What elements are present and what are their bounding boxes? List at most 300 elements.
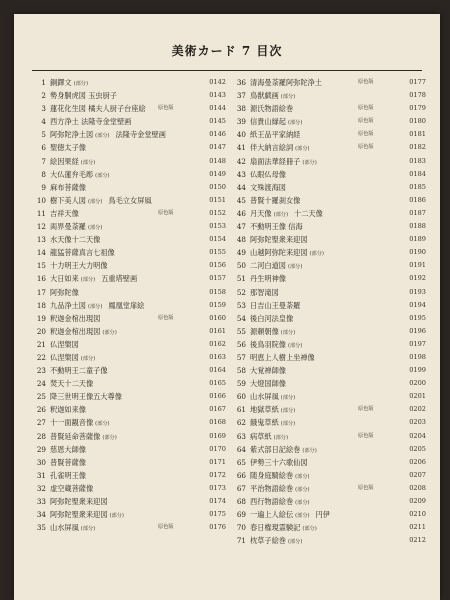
entry-title-text: 焚天十二天像: [50, 379, 94, 389]
entry-title: [250, 181, 286, 194]
entry-code: 0185: [409, 182, 426, 191]
entry-code: 0201: [409, 392, 426, 401]
entry-title-text: 大日如来: [50, 274, 79, 284]
entry-row: [228, 102, 426, 115]
entry-title: [50, 338, 79, 351]
entry-row: [28, 469, 226, 482]
entry-title: [250, 128, 300, 141]
entry-partial-tag: (部分): [273, 211, 289, 218]
entry-title-text: 阿弥陀聖衆来迎図: [50, 497, 108, 506]
entry-number: 66: [236, 470, 246, 480]
entry-code: 0144: [209, 104, 226, 113]
entry-row: [28, 508, 226, 521]
entry-title-text: 阿弥陀聖衆来迎図: [50, 510, 108, 520]
entry-title: [50, 443, 86, 456]
entry-code: 0158: [209, 287, 226, 296]
entry-code: 0191: [409, 261, 426, 270]
entry-title-text: 山水屏風: [250, 392, 279, 402]
entry-row: [28, 377, 226, 390]
entry-title-text: 源頼朝像: [250, 326, 279, 336]
entry-row: [28, 181, 226, 194]
entry-row: [28, 102, 226, 115]
entry-subtitle: 十二天像: [294, 208, 323, 218]
entry-title: [250, 351, 315, 364]
entry-number: 58: [236, 366, 246, 376]
entry-number: 44: [236, 182, 246, 192]
entry-subtitle: 五重塔壁画: [101, 274, 138, 284]
entry-title: [250, 76, 322, 89]
entry-title-text: 阿弥陀像: [50, 287, 79, 297]
entry-row: [28, 482, 226, 495]
entry-number: 11: [36, 208, 46, 218]
entry-title: [50, 233, 100, 246]
entry-code: 0142: [209, 78, 226, 86]
entry-code: 0184: [409, 169, 426, 178]
entry-title-text: 釈迦如来像: [50, 405, 86, 415]
entry-partial-tag: (部分): [95, 421, 110, 428]
entry-row: [228, 416, 426, 429]
entry-number: 64: [236, 444, 246, 454]
entry-title: [50, 286, 79, 299]
entry-title-text: 大覚禅師像: [250, 366, 286, 376]
entry-color-plate: 原色版: [358, 118, 374, 125]
entry-code: 0161: [209, 326, 226, 335]
entry-row: [28, 207, 226, 220]
entry-row: [28, 351, 226, 364]
entry-row: [28, 155, 226, 168]
entry-row: [28, 495, 226, 508]
entry-row: [228, 233, 426, 246]
entry-row: [228, 299, 426, 312]
entry-title-text: 九品浄土図: [50, 300, 86, 310]
entry-code: 0203: [409, 418, 426, 427]
entry-number: 14: [36, 248, 46, 258]
entry-code: 0205: [409, 444, 426, 453]
entry-title-text: 地獄草紙: [250, 405, 279, 415]
entry-row: [228, 325, 426, 338]
entry-title-text: 吉祥天像: [50, 208, 79, 218]
entry-title-text: 阿弥陀聖衆来迎図: [250, 235, 308, 245]
entry-number: 6: [41, 143, 46, 153]
entry-code: 0169: [209, 431, 226, 440]
entry-title: [250, 377, 286, 390]
entry-color-plate: 原色版: [358, 131, 374, 138]
entry-number: 19: [36, 313, 46, 323]
entry-row: [28, 456, 226, 469]
entry-number: 40: [236, 130, 246, 140]
entry-partial-tag: (部分): [73, 81, 89, 87]
entry-code: 0199: [409, 366, 426, 375]
entry-number: 23: [36, 366, 46, 376]
entry-row: [228, 456, 426, 469]
entry-code: 0179: [409, 104, 426, 113]
entry-row: [28, 403, 226, 416]
entry-title-text: 絵因果経: [50, 156, 79, 166]
entry-number: 49: [236, 248, 246, 258]
entry-number: 63: [236, 431, 246, 441]
entry-number: 53: [236, 300, 246, 310]
entry-title-text: 大燈国師像: [250, 379, 286, 389]
entry-partial-tag: (部分): [95, 172, 110, 179]
entry-code: 0166: [209, 392, 226, 401]
entry-title: [50, 469, 86, 482]
entry-code: 0197: [409, 339, 426, 348]
entry-partial-tag: (部分): [287, 264, 303, 271]
entry-row: [28, 390, 226, 403]
entry-title-text: 信貴山縁起: [250, 117, 286, 127]
entry-color-plate: 原色版: [158, 105, 174, 112]
entry-code: 0188: [409, 222, 426, 231]
entry-number: 47: [236, 222, 246, 232]
entry-title: [250, 534, 302, 549]
entry-code: 0151: [209, 195, 226, 204]
entry-code: 0192: [409, 274, 426, 283]
entry-number: 68: [236, 497, 246, 506]
entry-title: [250, 286, 279, 299]
entry-number: 46: [236, 208, 246, 218]
entry-row: [228, 272, 426, 285]
entry-title: [50, 115, 131, 128]
entry-number: 25: [36, 392, 46, 402]
entry-title-text: 伊勢三十六歌仙図: [250, 457, 308, 467]
entry-code: 0156: [209, 261, 226, 270]
entry-title-text: 大仏蓮弁毛彫: [50, 169, 94, 179]
entry-title-text: 慈恩大師像: [50, 444, 86, 454]
entry-code: 0207: [409, 470, 426, 479]
entry-row: [28, 128, 226, 141]
entry-row: [228, 351, 426, 364]
entry-title-text: 伴大納言絵詞: [250, 143, 294, 153]
entry-code: 0194: [409, 300, 426, 309]
entry-title-text: 仏眼仏母像: [250, 169, 286, 179]
entry-row: [228, 168, 426, 181]
entry-color-plate: 原色版: [358, 105, 374, 112]
entry-number: 32: [36, 483, 46, 493]
entry-number: 10: [36, 195, 46, 205]
entry-title: [50, 482, 93, 495]
entry-number: 35: [36, 523, 46, 533]
entry-title-text: 普賢十羅刹女像: [250, 195, 301, 205]
entry-title-text: 春日権現霊験記: [250, 523, 301, 533]
entry-number: 39: [236, 117, 246, 127]
entry-number: 1: [41, 78, 46, 87]
entry-row: [28, 220, 226, 233]
entry-partial-tag: (部分): [80, 159, 96, 166]
entry-row: [228, 207, 426, 220]
entry-code: 0171: [209, 457, 226, 466]
entry-title-text: 平治物語絵巻: [250, 483, 294, 493]
entry-title-text: 銅鐸文: [50, 78, 72, 87]
entry-partial-tag: (部分): [295, 500, 310, 506]
entry-partial-tag: (部分): [295, 486, 310, 493]
entry-code: 0204: [409, 431, 426, 440]
entry-number: 59: [236, 379, 246, 389]
entry-number: 21: [36, 339, 46, 349]
entry-subtitle: 円伊: [315, 510, 330, 520]
entry-code: 0175: [209, 510, 226, 519]
entry-number: 34: [36, 510, 46, 520]
entry-code: 0153: [209, 222, 226, 231]
entry-partial-tag: (部分): [80, 355, 96, 362]
entry-number: 38: [236, 104, 246, 114]
entry-row: [28, 272, 226, 285]
entry-code: 0152: [209, 208, 226, 217]
entry-code: 0162: [209, 339, 226, 348]
entry-number: 5: [41, 130, 46, 140]
entry-code: 0167: [209, 405, 226, 414]
entry-number: 28: [36, 431, 46, 441]
entry-number: 3: [41, 104, 46, 114]
entry-row: [228, 76, 426, 89]
entry-title-text: 日吉山王曼荼羅: [250, 300, 301, 310]
entry-title-text: 孔雀明王像: [50, 470, 86, 480]
entry-title-text: 聖徳太子像: [50, 143, 86, 153]
entry-code: 0172: [209, 470, 226, 479]
entry-number: 8: [41, 169, 46, 179]
entry-code: 0193: [409, 287, 426, 296]
entry-code: 0155: [209, 248, 226, 257]
entry-title: [50, 102, 146, 115]
entry-title: [50, 495, 108, 508]
entry-row: [28, 286, 226, 299]
entry-number: 24: [36, 379, 46, 389]
entry-row: [28, 168, 226, 181]
entry-code: 0195: [409, 313, 426, 322]
entry-title: [50, 364, 108, 377]
entry-row: [228, 128, 426, 141]
entry-partial-tag: (部分): [280, 395, 296, 402]
entry-number: 36: [236, 78, 246, 87]
entry-title-text: 鳥獣戯画: [250, 91, 279, 101]
entry-partial-tag: (部分): [280, 408, 296, 415]
entry-number: 27: [36, 418, 46, 428]
entry-partial-tag: (部分): [102, 434, 117, 441]
title-rule: [32, 70, 422, 71]
entry-number: 37: [236, 91, 246, 101]
entry-partial-tag: (部分): [95, 133, 110, 140]
entry-row: [228, 534, 426, 547]
entry-title-text: 月天像: [250, 208, 272, 218]
entry-title: [50, 207, 79, 220]
entry-row: [228, 312, 426, 325]
entry-row: [228, 377, 426, 390]
entry-code: 0147: [209, 143, 226, 152]
entry-row: [228, 338, 426, 351]
entry-number: 33: [36, 497, 46, 506]
entry-title: [250, 233, 308, 246]
entry-code: 0165: [209, 379, 226, 388]
entry-title-text: 病草紙: [250, 431, 272, 441]
entry-title: [50, 312, 100, 325]
entry-number: 15: [36, 261, 46, 271]
entry-title: [250, 272, 286, 285]
entry-title-text: 仏涅槃図: [50, 339, 79, 349]
entry-color-plate: 原色版: [358, 79, 374, 85]
entry-code: 0145: [209, 117, 226, 126]
entry-row: [228, 286, 426, 299]
entry-row: [28, 430, 226, 443]
entry-partial-tag: (部分): [287, 120, 303, 127]
entry-title-text: 降三世明王像五大尊像: [50, 392, 122, 402]
entry-code: 0198: [409, 352, 426, 361]
entry-number: 17: [36, 287, 46, 297]
entry-title: [50, 390, 122, 403]
entry-code: 0202: [409, 405, 426, 414]
entry-number: 42: [236, 156, 246, 166]
entry-row: [228, 246, 426, 259]
entry-title-text: 扇面法華経冊子: [250, 156, 301, 166]
entry-title-text: 後白河法皇像: [250, 313, 294, 323]
entry-title-text: 二河白道図: [250, 261, 286, 271]
entry-row: [228, 390, 426, 403]
entry-code: 0210: [409, 510, 426, 519]
entry-title-text: 樹下美人図: [50, 195, 86, 205]
entry-partial-tag: (部分): [287, 539, 303, 546]
entry-code: 0173: [209, 483, 226, 492]
entry-partial-tag: (部分): [302, 447, 317, 454]
entry-partial-tag: (部分): [87, 225, 103, 232]
entry-row: [28, 312, 226, 325]
entry-row: [28, 233, 226, 246]
entry-title: [50, 141, 86, 154]
entry-column-right: [228, 76, 426, 547]
entry-color-plate: 原色版: [158, 314, 174, 321]
entry-title-text: 一遍上人絵伝: [250, 510, 294, 520]
entry-row: [28, 521, 226, 534]
entry-title-text: 不動明王像 信海: [250, 222, 303, 232]
entry-title-text: 虚空蔵菩薩像: [50, 483, 94, 493]
entry-partial-tag: (部分): [87, 303, 103, 310]
entry-code: 0159: [209, 300, 226, 309]
entry-title: [250, 364, 286, 377]
entry-color-plate: 原色版: [358, 432, 374, 439]
entry-row: [228, 259, 426, 272]
entry-title: [50, 403, 86, 416]
entry-row: [228, 469, 426, 482]
entry-title-text: 十力明王大力明像: [50, 261, 108, 271]
entry-title-text: 龍猛菩薩真言七祖像: [50, 248, 115, 258]
entry-code: 0143: [209, 91, 226, 100]
entry-code: 0150: [209, 182, 226, 191]
entry-title: [250, 312, 293, 325]
entry-row: [228, 403, 426, 416]
entry-number: 57: [236, 352, 246, 362]
entry-code: 0196: [409, 326, 426, 335]
entry-title: [50, 246, 115, 259]
entry-subtitle: 鳳凰堂扉絵: [108, 300, 145, 310]
entry-color-plate: 原色版: [358, 406, 374, 413]
entry-number: 67: [236, 483, 246, 493]
entry-code: 0177: [409, 78, 426, 86]
entry-code: 0163: [209, 352, 226, 361]
entry-code: 0160: [209, 313, 226, 322]
entry-color-plate: 原色版: [158, 209, 174, 216]
entry-row: [228, 194, 426, 207]
entry-code: 0149: [209, 169, 226, 178]
entry-row: [228, 508, 426, 521]
entry-subtitle: 鳥毛立女屏風: [108, 195, 152, 205]
entry-row: [228, 482, 426, 495]
entry-color-plate: 原色版: [358, 144, 374, 151]
entry-row: [28, 416, 226, 429]
entry-number: 71: [236, 536, 246, 546]
entry-row: [28, 194, 226, 207]
entry-title-text: 山水屏風: [50, 523, 79, 533]
entry-number: 50: [236, 261, 246, 271]
entry-row: [228, 364, 426, 377]
entry-number: 54: [236, 313, 246, 323]
entry-code: 0174: [209, 497, 226, 505]
entry-number: 20: [36, 326, 46, 336]
entry-number: 55: [236, 326, 246, 336]
entry-row: [228, 141, 426, 154]
entry-partial-tag: (部分): [295, 473, 310, 480]
entry-number: 41: [236, 143, 246, 153]
entry-number: 45: [236, 195, 246, 205]
entry-title: [50, 521, 95, 536]
entry-title-text: 蓮花化生図 橘夫人厨子台座絵: [50, 104, 146, 114]
entry-title-text: 十一面観音像: [50, 418, 94, 428]
entry-partial-tag: (部分): [302, 526, 317, 533]
entry-color-plate: 原色版: [358, 484, 374, 491]
entry-row: [28, 338, 226, 351]
entry-code: 0168: [209, 418, 226, 427]
entry-row: [28, 259, 226, 272]
entry-title-text: 釈迦金棺出現図: [50, 326, 101, 336]
entry-code: 0148: [209, 156, 226, 165]
entry-code: 0170: [209, 444, 226, 453]
entry-code: 0157: [209, 274, 226, 283]
entry-partial-tag: (部分): [280, 421, 296, 428]
entry-partial-tag: (部分): [102, 329, 117, 336]
entry-code: 0208: [409, 483, 426, 492]
entry-title-text: 仏涅槃図: [50, 352, 79, 362]
entry-row: [28, 299, 226, 312]
entry-title-text: 随身庭騎絵巻: [250, 470, 294, 480]
entry-title: [50, 89, 117, 102]
entry-code: 0187: [409, 208, 426, 217]
entry-row: [228, 495, 426, 508]
entry-number: 30: [36, 457, 46, 467]
entry-partial-tag: (部分): [87, 198, 103, 205]
entry-row: [228, 181, 426, 194]
entry-row: [28, 364, 226, 377]
entry-number: 9: [41, 182, 46, 192]
entry-title-text: 水天像十二天像: [50, 235, 101, 245]
entry-code: 0164: [209, 366, 226, 375]
entry-title-text: 山越阿弥陀来迎図: [250, 248, 308, 258]
entry-title-text: 普賢菩薩像: [50, 457, 86, 467]
entry-number: 18: [36, 300, 46, 310]
entry-title-text: 那智滝図: [250, 287, 279, 297]
entry-code: 0190: [409, 248, 426, 257]
entry-title-text: 西行物語絵巻: [250, 497, 294, 506]
entry-title: [250, 220, 303, 233]
entry-code: 0189: [409, 235, 426, 244]
entry-partial-tag: (部分): [309, 251, 324, 258]
entry-number: 61: [236, 405, 246, 415]
entry-number: 12: [36, 222, 46, 232]
entry-code: 0146: [209, 130, 226, 139]
entry-number: 70: [236, 523, 246, 533]
entry-title-text: 麻布菩薩像: [50, 182, 86, 192]
entry-row: [228, 89, 426, 102]
entry-partial-tag: (部分): [295, 513, 310, 520]
entry-code: 0178: [409, 91, 426, 100]
entry-title: [250, 299, 300, 312]
entry-partial-tag: (部分): [287, 342, 303, 349]
entry-title-text: 勢身胴虎図 玉虫厨子: [50, 91, 117, 101]
